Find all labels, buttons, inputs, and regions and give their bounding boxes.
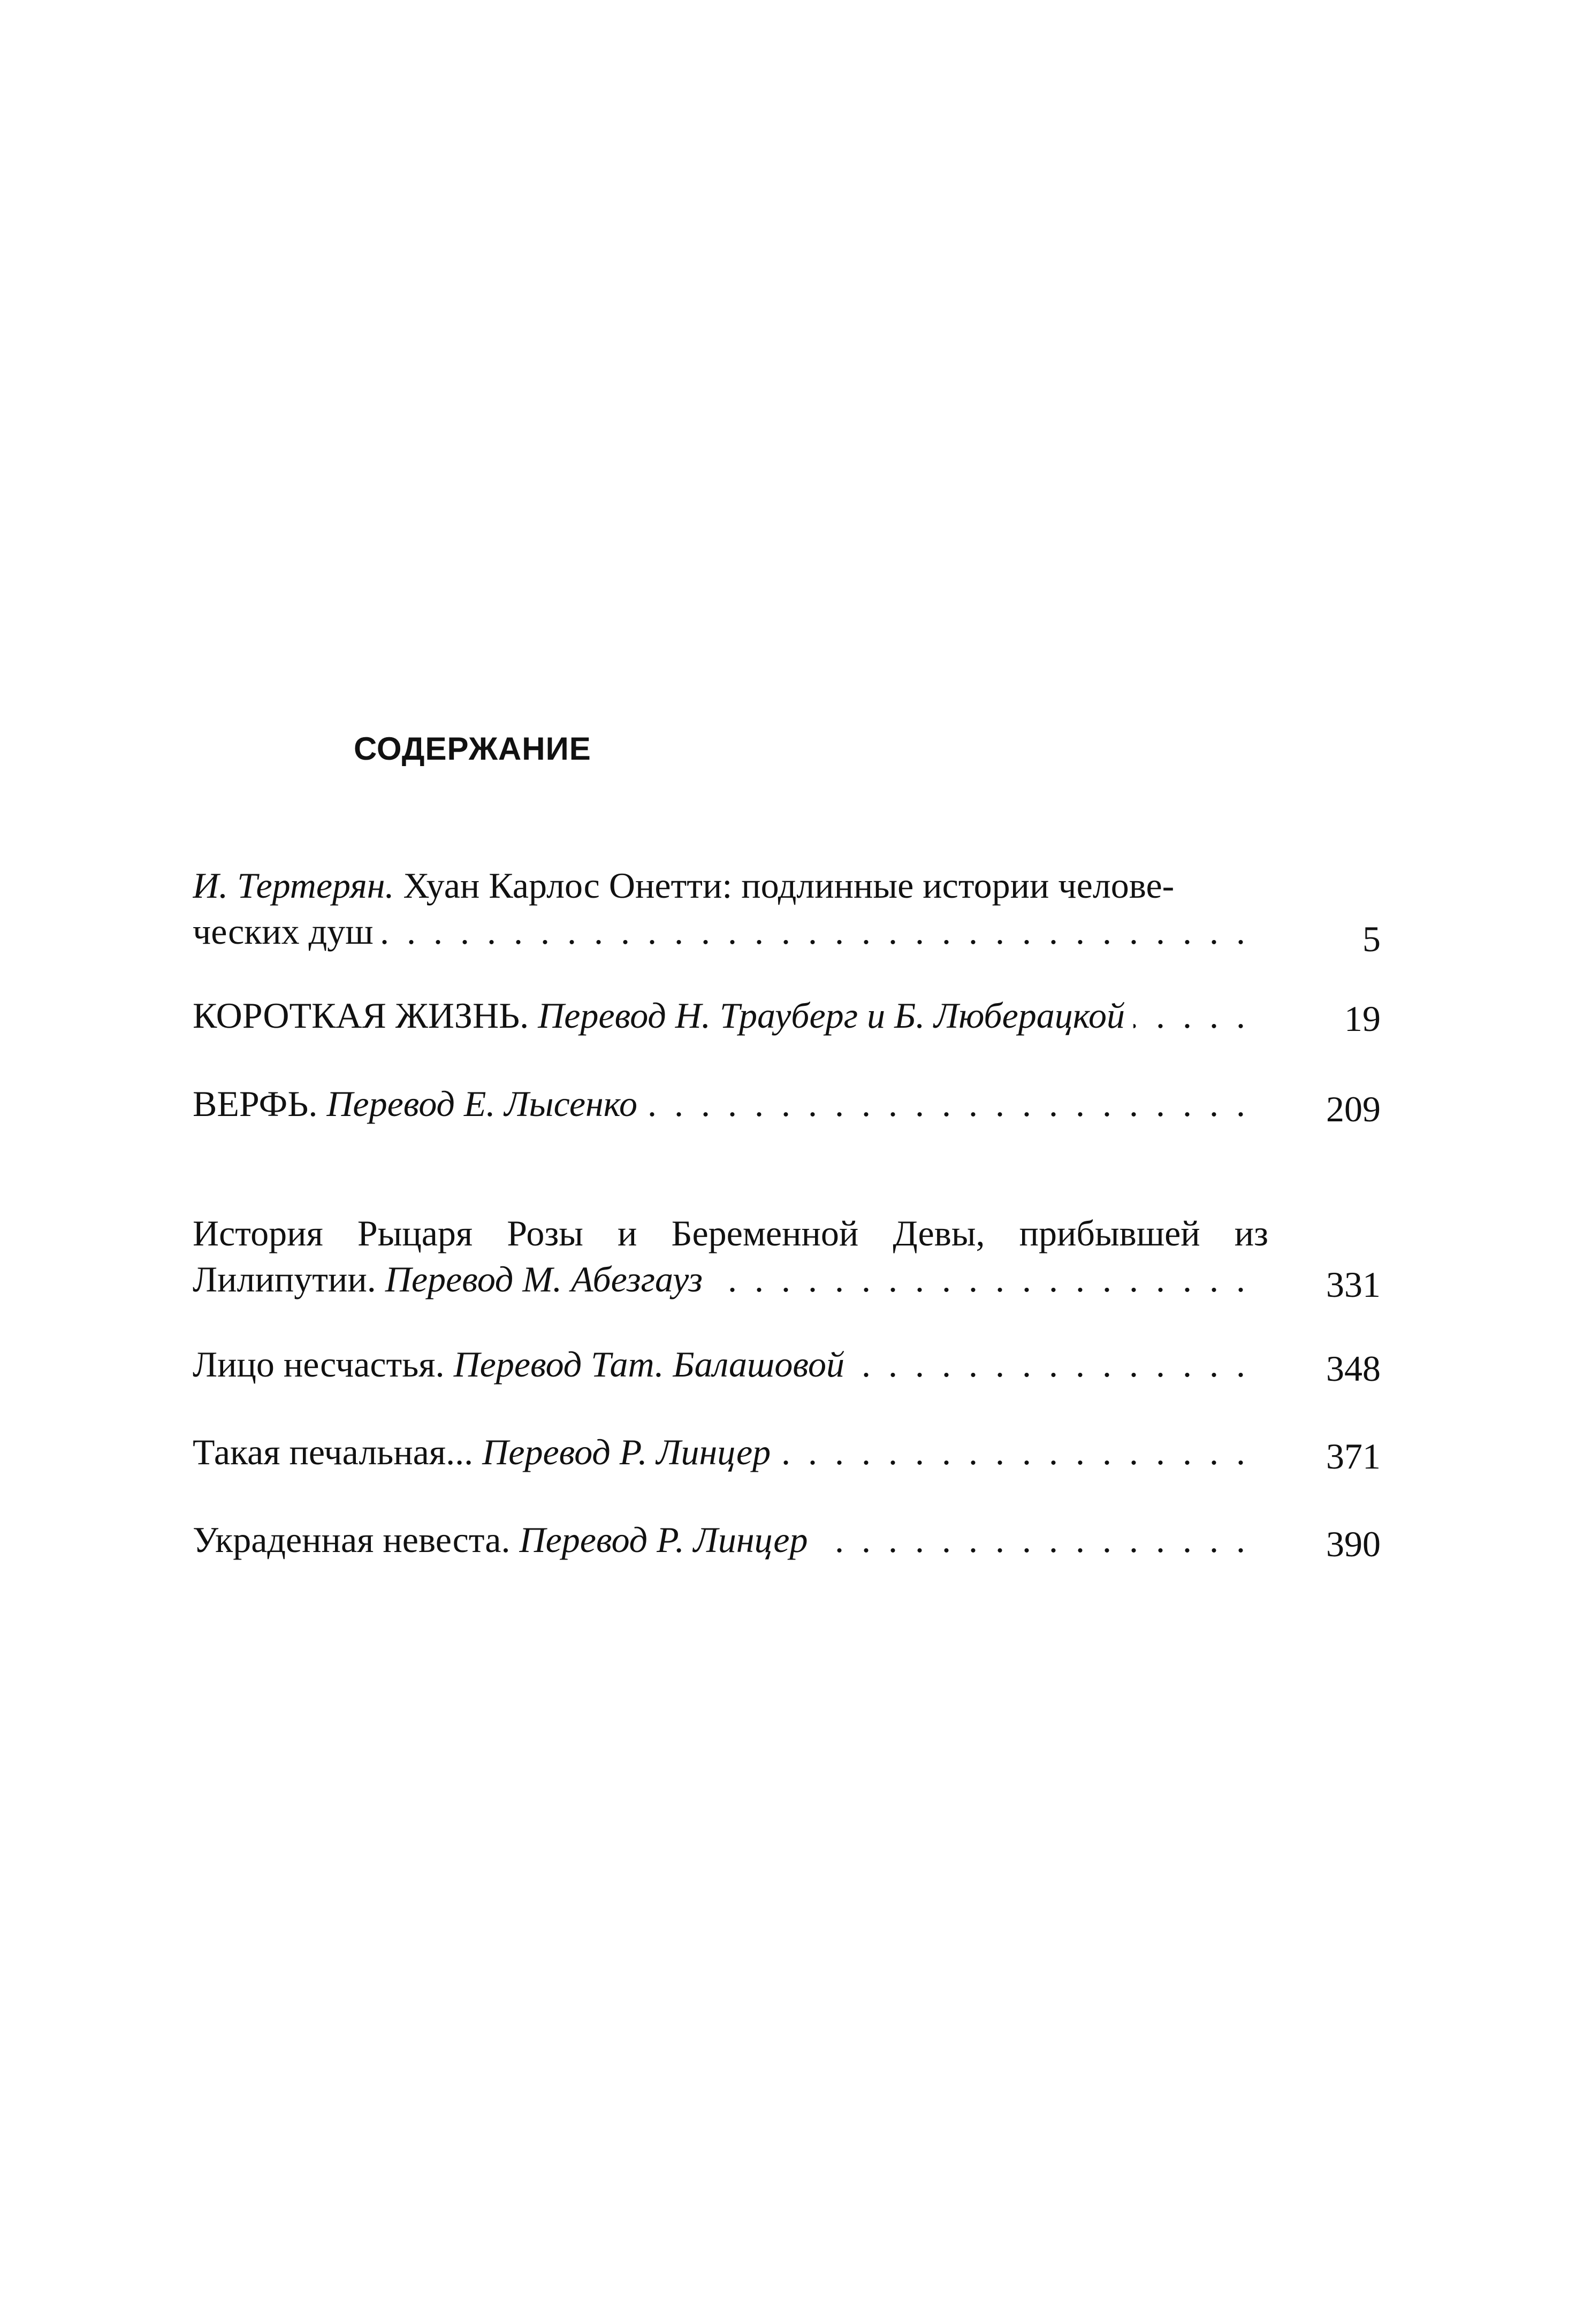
toc-entry-shipyard xyxy=(193,1081,1381,1127)
toc-entry-so-sad xyxy=(193,1429,1381,1475)
toc-entry-translator: Перевод М. Абезгауз xyxy=(385,1259,703,1299)
toc-entry-page-number: 390 xyxy=(1326,1524,1381,1564)
contents-heading: СОДЕРЖАНИЕ xyxy=(354,731,591,767)
toc-entry-stolen-bride xyxy=(193,1517,1381,1563)
toc-entry-title: Такая печальная... xyxy=(193,1432,474,1472)
toc-entry-translator: Перевод Р. Линцер xyxy=(482,1432,771,1472)
toc-entry-text xyxy=(193,862,1268,908)
toc-entry-leader xyxy=(193,1517,1258,1563)
toc-entry-page-number: 371 xyxy=(1326,1436,1381,1477)
toc-entry-translator: Перевод Р. Линцер xyxy=(519,1519,808,1560)
toc-entry-translator: Перевод Тат. Балашовой xyxy=(453,1344,844,1385)
toc-entry-face-of-misfortune xyxy=(193,1341,1381,1387)
toc-entry-leader xyxy=(193,1256,1258,1302)
toc-entry-knight-of-the-rose xyxy=(193,1210,1381,1305)
toc-entry-author: И. Тертерян. xyxy=(193,865,394,906)
toc-entry-line xyxy=(193,1341,1381,1387)
toc-entry-leader xyxy=(193,1429,1258,1475)
toc-entry-title: Лилипутии. xyxy=(193,1259,376,1299)
toc-entry-leader xyxy=(193,1081,1258,1127)
toc-entry-title: Украденная невеста. xyxy=(193,1519,511,1560)
toc-entry-title: Лицо несчастья. xyxy=(193,1344,445,1385)
toc-entry-leader xyxy=(193,992,1258,1038)
toc-entry-leader xyxy=(193,1341,1258,1387)
toc-entry-page-number: 348 xyxy=(1326,1348,1381,1389)
toc-entry-short-life xyxy=(193,992,1381,1038)
toc-entry-line xyxy=(193,992,1381,1038)
toc-entry-line xyxy=(193,1429,1381,1475)
toc-entry-title: ВЕРФЬ. xyxy=(193,1083,318,1124)
toc-entry-leader xyxy=(193,908,1258,954)
toc-entry-page-number: 331 xyxy=(1326,1264,1381,1305)
toc-entry-title: КОРОТКАЯ ЖИЗНЬ. xyxy=(193,995,529,1036)
toc-entry-page-number: 5 xyxy=(1362,919,1381,959)
toc-entry-line xyxy=(193,1081,1381,1127)
toc-entry-page-number: 209 xyxy=(1326,1089,1381,1129)
toc-entry-translator: Перевод Н. Трауберг и Б. Люберацкой xyxy=(538,995,1125,1036)
toc-entry-preface xyxy=(193,862,1381,959)
toc-entry-line xyxy=(193,1256,1381,1305)
toc-entry-line xyxy=(193,1210,1381,1256)
toc-entry-line xyxy=(193,908,1381,959)
toc-entry-line xyxy=(193,862,1381,908)
toc-entry-title: ческих душ xyxy=(193,911,382,952)
toc-entry-title: История Рыцаря Розы и Беременной Девы, прибывшей из xyxy=(193,1213,1268,1253)
toc-entry-line xyxy=(193,1517,1381,1563)
toc-entry-page-number: 19 xyxy=(1344,998,1381,1039)
toc-entry-translator: Перевод Е. Лысенко xyxy=(326,1083,637,1124)
toc-entry-title: Хуан Карлос Онетти: подлинные истории челове- xyxy=(403,865,1175,906)
